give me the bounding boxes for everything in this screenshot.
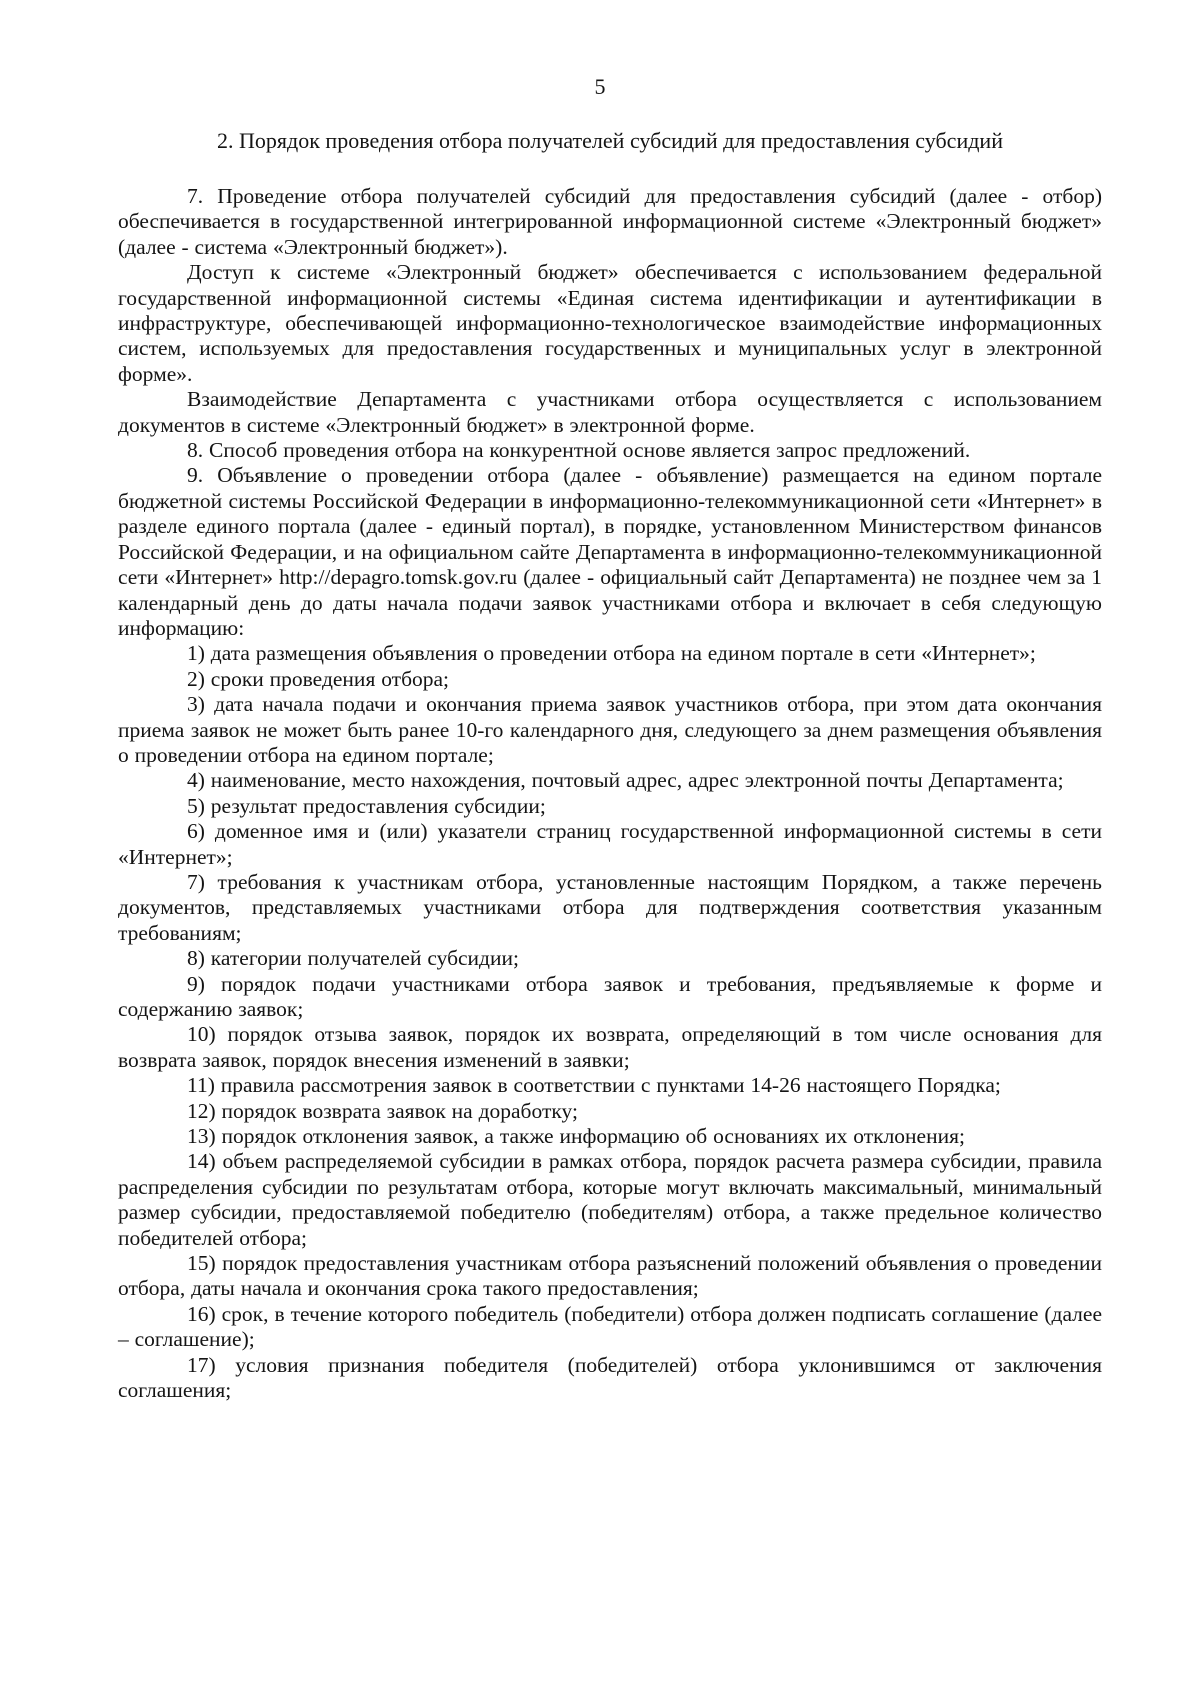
- list-item-11: 11) правила рассмотрения заявок в соответствии с пунктами 14-26 настоящего Порядка;: [187, 1073, 1001, 1098]
- list-item-6: 6) доменное имя и (или) указатели страниц государственной информационной системы в сети «Интернет»;: [118, 819, 1102, 869]
- list-item-3: 3) дата начала подачи и окончания приема заявок участников отбора, при этом дата окончания приема заявок не может быть ранее 10-го календарного дня, следующего за днем размещения объявления о проведении отбора на едином портале;: [118, 692, 1102, 767]
- list-item-14: 14) объем распределяемой субсидии в рамках отбора, порядок расчета размера субсидии, правила распределения субсидии по результатам отбора, которые могут включать максимальный, минимальный размер субсидии, предоставляемой победителю (победителям) отбора, а также предельное количество победителей отбора;: [118, 1149, 1102, 1250]
- paragraph-9: 9. Объявление о проведении отбора (далее - объявление) размещается на едином портале бюджетной системы Российской Федерации в информационно-телекоммуникационной сети «Интернет» в разделе единого портала (далее - единый портал), в порядке, установленном Министерством финансов Российской Федерации, и на официальном сайте Департамента в информационно-телекоммуникационной сети «Интернет» http://depagro.tomsk.gov.ru (далее - официальный сайт Департамента) не позднее чем за 1 календарный день до даты начала подачи заявок участниками отбора и включает в себя следующую информацию:: [118, 463, 1102, 640]
- paragraph-interaction: Взаимодействие Департамента с участниками отбора осуществляется с использованием документов в системе «Электронный бюджет» в электронной форме.: [118, 387, 1102, 437]
- paragraph-8: 8. Способ проведения отбора на конкурентной основе является запрос предложений.: [187, 438, 971, 463]
- list-item-13: 13) порядок отклонения заявок, а также информацию об основаниях их отклонения;: [187, 1124, 965, 1149]
- list-item-7: 7) требования к участникам отбора, установленные настоящим Порядком, а также перечень документов, представляемых участниками отбора для подтверждения соответствия указанным требованиям;: [118, 869, 1102, 945]
- paragraph-access: Доступ к системе «Электронный бюджет» обеспечивается с использованием федеральной государственной информационной системы «Единая система идентификации и аутентификации в инфраструктуре, обеспечивающей информационно-технологическое взаимодействие информационных систем, используемых для предоставления государственных и муниципальных услуг в электронной форме».: [118, 260, 1102, 386]
- page-number: 5: [594, 74, 606, 99]
- list-item-17: 17) условия признания победителя (победителей) отбора уклонившимся от заключения соглашения;: [118, 1352, 1102, 1403]
- paragraph-7: 7. Проведение отбора получателей субсидий для предоставления субсидий (далее - отбор) обеспечивается в государственной интегрированной информационной системе «Электронный бюджет» (далее - система «Электронный бюджет»).: [118, 184, 1102, 259]
- document-body: [118, 184, 1102, 1404]
- list-item-16: 16) срок, в течение которого победитель (победители) отбора должен подписать соглашение (далее – соглашение);: [118, 1301, 1102, 1352]
- list-item-2: 2) сроки проведения отбора;: [187, 666, 450, 691]
- list-item-1: 1) дата размещения объявления о проведении отбора на едином портале в сети «Интернет»;: [187, 641, 1036, 666]
- list-item-4: 4) наименование, место нахождения, почтовый адрес, адрес электронной почты Департамента;: [187, 768, 1064, 793]
- list-item-15: 15) порядок предоставления участникам отбора разъяснений положений объявления о проведении отбора, даты начала и окончания срока такого предоставления;: [118, 1251, 1102, 1301]
- list-item-9: 9) порядок подачи участниками отбора заявок и требования, предъявляемые к форме и содержанию заявок;: [118, 971, 1102, 1021]
- section-title: 2. Порядок проведения отбора получателей субсидий для предоставления субсидий: [217, 128, 1003, 153]
- list-item-12: 12) порядок возврата заявок на доработку;: [187, 1098, 578, 1123]
- list-item-5: 5) результат предоставления субсидии;: [187, 793, 546, 818]
- list-item-10: 10) порядок отзыва заявок, порядок их возврата, определяющий в том числе основания для возврата заявок, порядок внесения изменений в заявки;: [118, 1022, 1102, 1072]
- list-item-8: 8) категории получателей субсидии;: [187, 946, 519, 971]
